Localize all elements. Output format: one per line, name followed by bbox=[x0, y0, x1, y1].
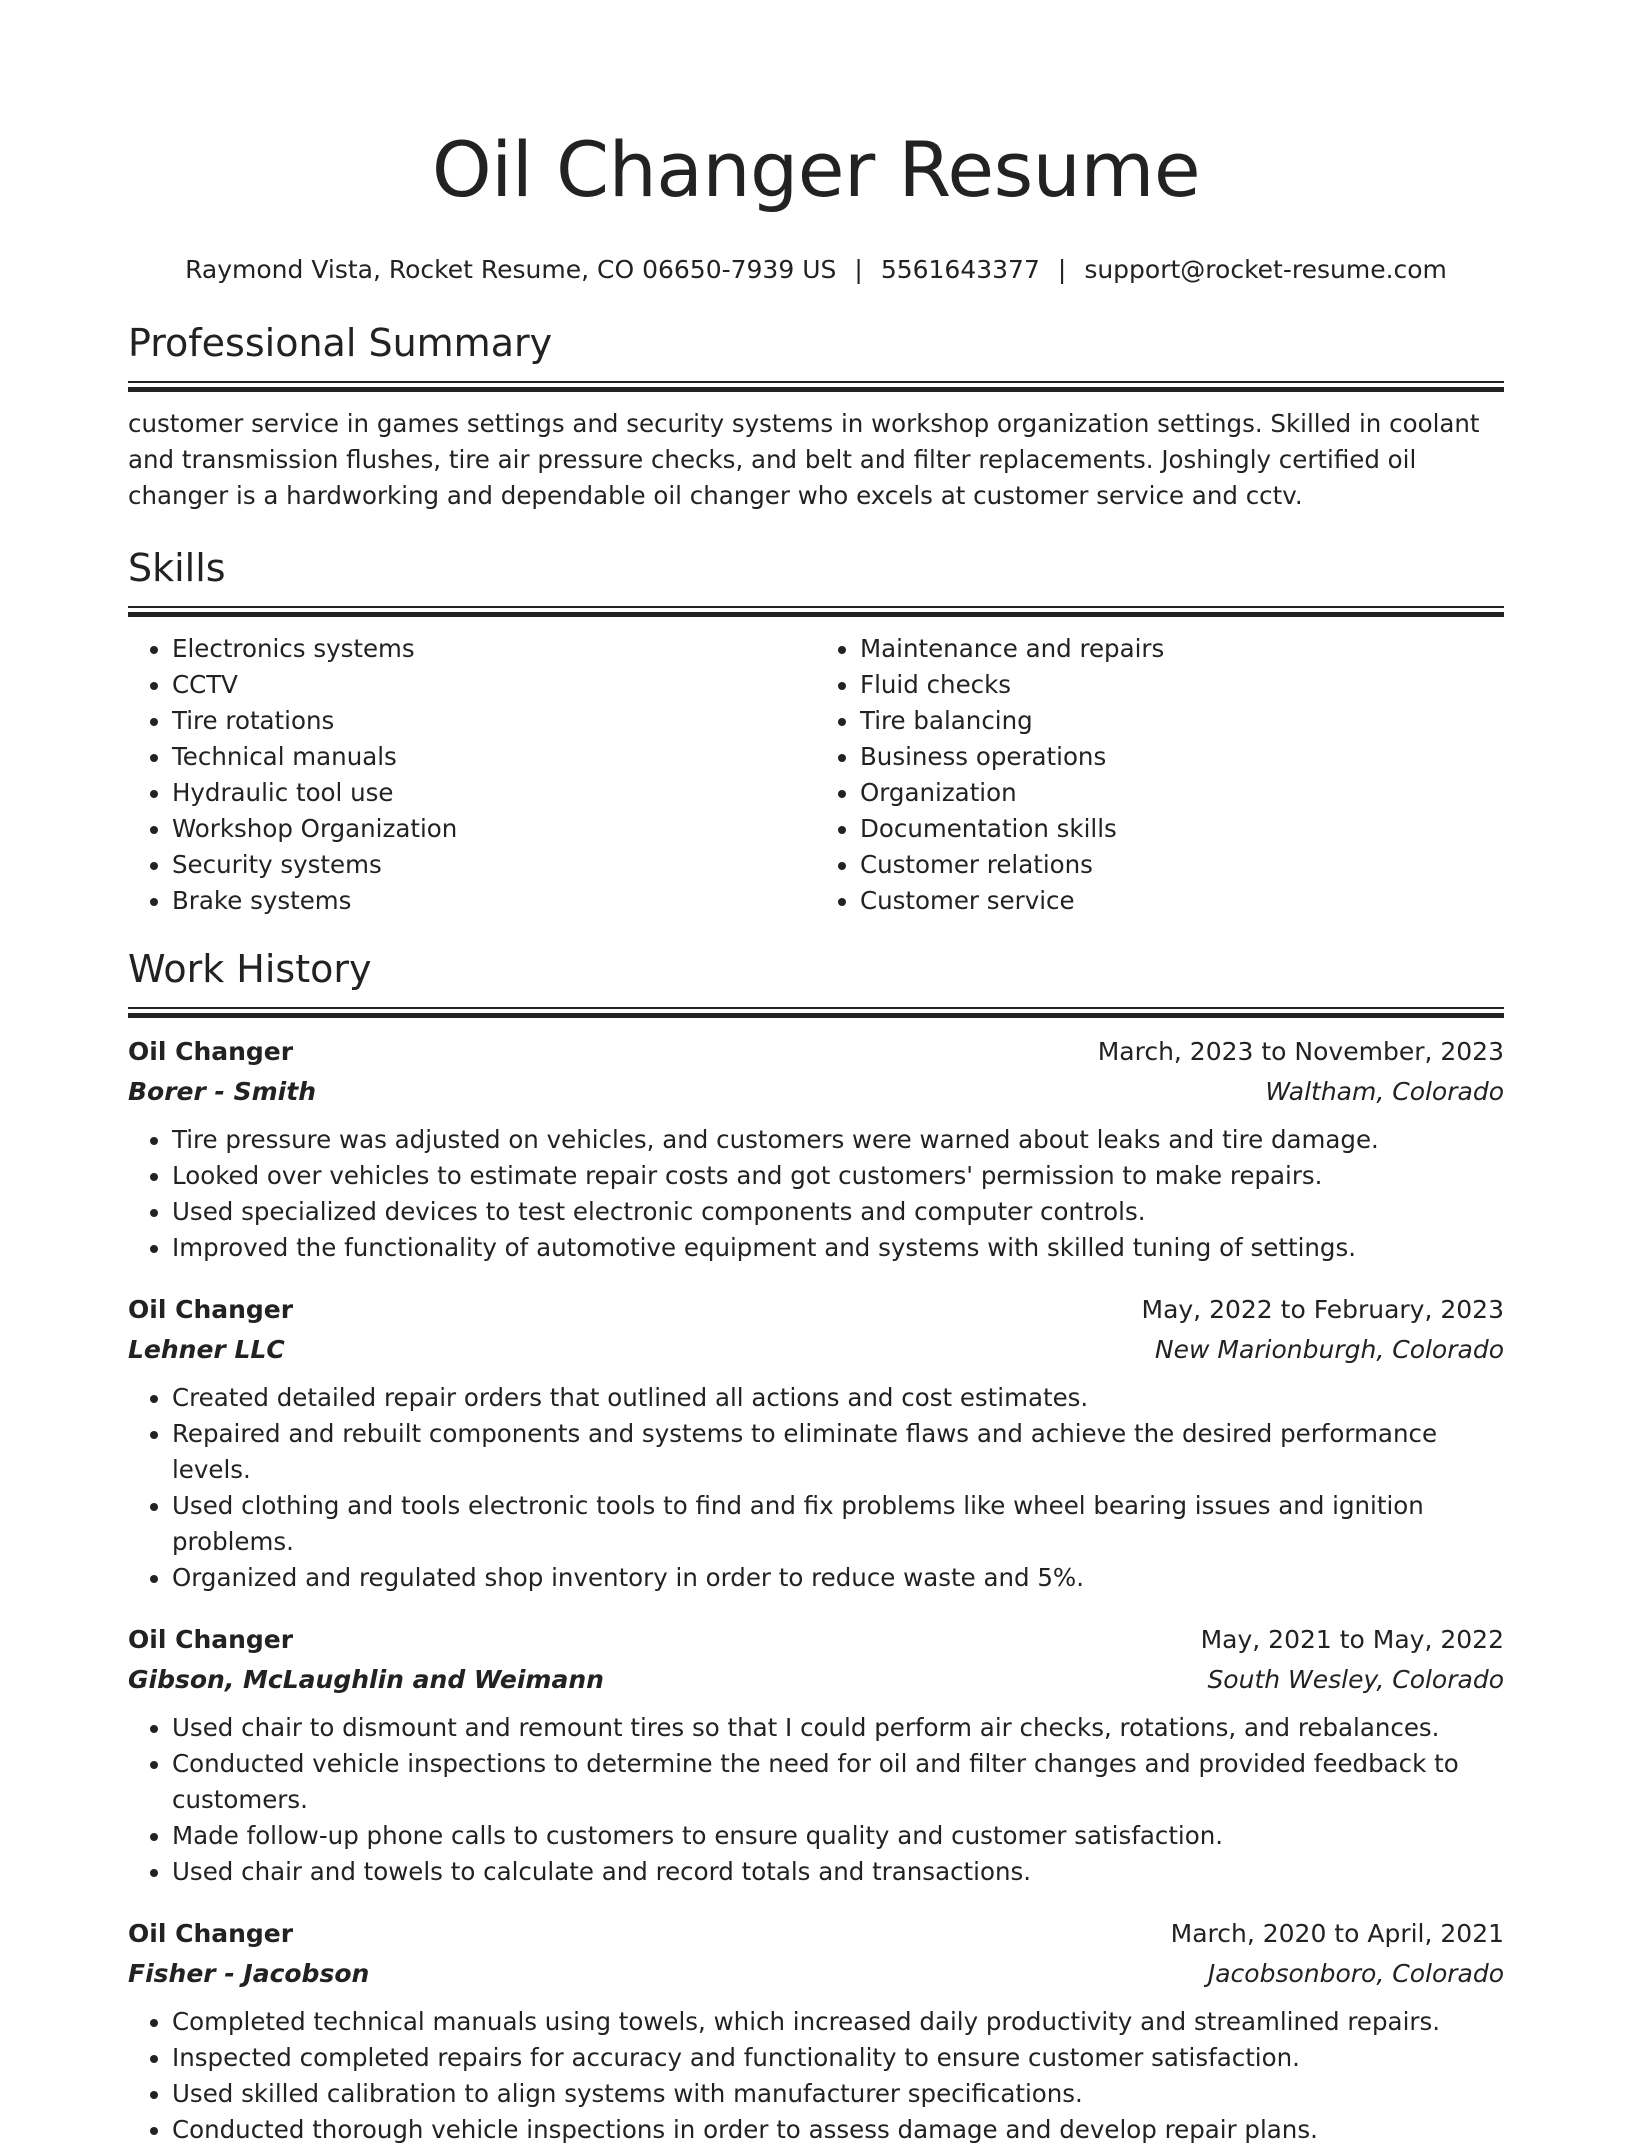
contact-address: Raymond Vista, Rocket Resume, CO 06650-7939 US bbox=[185, 255, 837, 284]
job-dates: May, 2021 to May, 2022 bbox=[1200, 1625, 1504, 1654]
job-bullet: • Organized and regulated shop inventory in order to reduce waste and 5%. bbox=[172, 1560, 1504, 1596]
job-title: Oil Changer bbox=[128, 1625, 294, 1654]
job-location: New Marionburgh, Colorado bbox=[1154, 1335, 1504, 1364]
job-company: Gibson, McLaughlin and Weimann bbox=[128, 1665, 604, 1694]
job-bullet: • Improved the functionality of automotive equipment and systems with skilled tuning of settings. bbox=[172, 1230, 1504, 1266]
skills-heading: Skills bbox=[128, 546, 226, 590]
job-header-row bbox=[128, 1032, 1504, 1072]
job-company: Fisher - Jacobson bbox=[128, 1959, 370, 1988]
job-company: Lehner LLC bbox=[128, 1335, 285, 1364]
job-title: Oil Changer bbox=[128, 1919, 294, 1948]
skill-item: • Tire balancing bbox=[860, 703, 1504, 739]
job-company-row bbox=[128, 1954, 1504, 1994]
job-bullet: • Tire pressure was adjusted on vehicles, and customers were warned about leaks and tire damage. bbox=[172, 1122, 1504, 1158]
work-history-heading: Work History bbox=[128, 947, 372, 991]
section-divider bbox=[128, 1007, 1504, 1018]
skill-item: • Fluid checks bbox=[860, 667, 1504, 703]
job-company-row bbox=[128, 1072, 1504, 1112]
job-entry bbox=[128, 1914, 1504, 2148]
job-bullet: • Used chair and towels to calculate and record totals and transactions. bbox=[172, 1854, 1504, 1890]
job-location: Waltham, Colorado bbox=[1265, 1077, 1504, 1106]
contact-email: support@rocket-resume.com bbox=[1084, 255, 1447, 284]
job-bullet-list bbox=[128, 1710, 1504, 1890]
skill-item: • Technical manuals bbox=[172, 739, 816, 775]
skill-item: • Electronics systems bbox=[172, 631, 816, 667]
skill-item: • Workshop Organization bbox=[172, 811, 816, 847]
job-entry bbox=[128, 1620, 1504, 1890]
job-location: South Wesley, Colorado bbox=[1207, 1665, 1504, 1694]
job-bullet: • Inspected completed repairs for accuracy and functionality to ensure customer satisfaction. bbox=[172, 2040, 1504, 2076]
job-dates: May, 2022 to February, 2023 bbox=[1141, 1295, 1504, 1324]
job-title: Oil Changer bbox=[128, 1037, 294, 1066]
contact-line bbox=[128, 252, 1504, 288]
work-history-section bbox=[128, 943, 1504, 2148]
resume-title: Oil Changer Resume bbox=[431, 125, 1201, 214]
job-header-row bbox=[128, 1620, 1504, 1660]
job-entry bbox=[128, 1032, 1504, 1266]
job-bullet-list bbox=[128, 1122, 1504, 1266]
skills-columns bbox=[128, 631, 1504, 919]
section-divider bbox=[128, 381, 1504, 392]
contact-separator: | bbox=[1057, 255, 1067, 284]
skill-item: • Hydraulic tool use bbox=[172, 775, 816, 811]
job-bullet: • Looked over vehicles to estimate repair costs and got customers' permission to make repairs. bbox=[172, 1158, 1504, 1194]
skill-item: • Organization bbox=[860, 775, 1504, 811]
job-entry bbox=[128, 1290, 1504, 1596]
job-company: Borer - Smith bbox=[128, 1077, 317, 1106]
summary-section bbox=[128, 317, 1504, 514]
job-bullet: • Conducted vehicle inspections to determine the need for oil and filter changes and provided feedback to customers. bbox=[172, 1746, 1504, 1818]
job-bullet: • Made follow-up phone calls to customers to ensure quality and customer satisfaction. bbox=[172, 1818, 1504, 1854]
job-bullet: • Created detailed repair orders that outlined all actions and cost estimates. bbox=[172, 1380, 1504, 1416]
skill-item: • Maintenance and repairs bbox=[860, 631, 1504, 667]
skills-right-list bbox=[816, 631, 1504, 919]
job-dates: March, 2023 to November, 2023 bbox=[1097, 1037, 1504, 1066]
skill-item: • Security systems bbox=[172, 847, 816, 883]
job-bullet: • Used skilled calibration to align systems with manufacturer specifications. bbox=[172, 2076, 1504, 2112]
skill-item: • Tire rotations bbox=[172, 703, 816, 739]
job-bullet: • Used clothing and tools electronic tools to find and fix problems like wheel bearing issues and ignition problems. bbox=[172, 1488, 1504, 1560]
contact-phone: 5561643377 bbox=[880, 255, 1040, 284]
job-header-row bbox=[128, 1290, 1504, 1330]
job-company-row bbox=[128, 1330, 1504, 1370]
skill-item: • Documentation skills bbox=[860, 811, 1504, 847]
job-location: Jacobsonboro, Colorado bbox=[1207, 1959, 1504, 1988]
job-company-row bbox=[128, 1660, 1504, 1700]
job-title: Oil Changer bbox=[128, 1295, 294, 1324]
contact-separator: | bbox=[854, 255, 863, 284]
job-bullet: • Used specialized devices to test electronic components and computer controls. bbox=[172, 1194, 1504, 1230]
job-bullet: • Repaired and rebuilt components and systems to eliminate flaws and achieve the desired performance levels. bbox=[172, 1416, 1504, 1488]
summary-heading: Professional Summary bbox=[128, 321, 553, 365]
skill-item: • CCTV bbox=[172, 667, 816, 703]
summary-text: customer service in games settings and security systems in workshop organization settings. Skilled in coolant and transmission flushes, tire air pressure checks, and belt and filter replacements. Joshingly certified oil changer is a hardworking and dependable oil changer who excels at customer service and cctv. bbox=[128, 409, 1480, 510]
skills-section bbox=[128, 542, 1504, 919]
skills-left-list bbox=[128, 631, 816, 919]
job-bullet: • Used chair to dismount and remount tires so that I could perform air checks, rotations, and rebalances. bbox=[172, 1710, 1504, 1746]
skill-item: • Business operations bbox=[860, 739, 1504, 775]
skill-item: • Customer service bbox=[860, 883, 1504, 919]
job-bullet-list bbox=[128, 2004, 1504, 2148]
job-dates: March, 2020 to April, 2021 bbox=[1170, 1919, 1504, 1948]
job-bullet-list bbox=[128, 1380, 1504, 1596]
skill-item: • Customer relations bbox=[860, 847, 1504, 883]
skill-item: • Brake systems bbox=[172, 883, 816, 919]
job-bullet: • Completed technical manuals using towels, which increased daily productivity and streamlined repairs. bbox=[172, 2004, 1504, 2040]
section-divider bbox=[128, 606, 1504, 617]
job-header-row bbox=[128, 1914, 1504, 1954]
job-bullet: • Conducted thorough vehicle inspections in order to assess damage and develop repair plans. bbox=[172, 2112, 1504, 2148]
